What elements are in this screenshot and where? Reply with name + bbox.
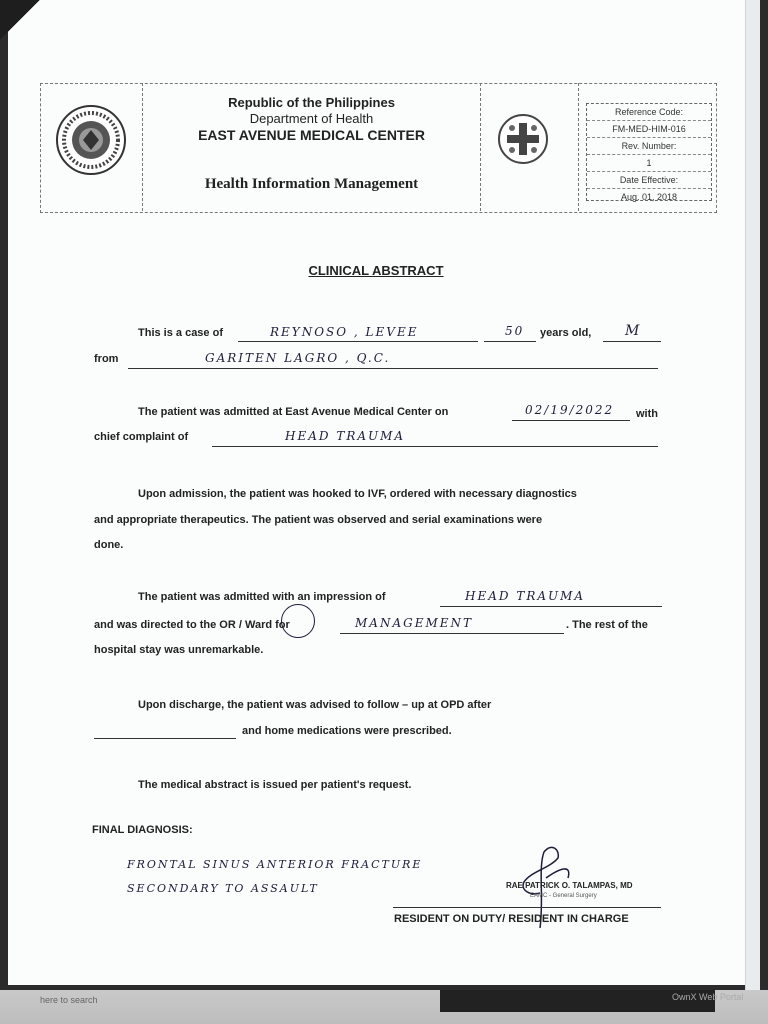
followup-field [94,724,236,739]
discharge-line2: and home medications were prescribed. [242,725,452,737]
signatory-affiliation: EAMC - General Surgery [530,893,597,899]
ref-value: FM-MED-HIM-016 [587,121,711,138]
admit-text: The patient was admitted at East Avenue Medical Center on [138,406,449,418]
para2-line1: Upon admission, the patient was hooked to IVF, ordered with necessary diagnostics [138,488,577,500]
stay-text: hospital stay was unremarkable. [94,644,264,656]
department-name: Health Information Management [204,176,419,192]
patient-age: 50 [505,324,525,338]
organization-block [143,95,480,144]
impression-label: The patient was admitted with an impression of [138,591,386,603]
date-label: Date Effective: [587,172,711,189]
date-value: Aug. 01, 2018 [620,192,678,202]
complaint-field [212,432,658,447]
taskbar-search-box[interactable]: here to search [40,995,98,1005]
final-diagnosis-label: FINAL DIAGNOSIS: [92,824,193,836]
eamc-logo [497,113,549,165]
with-label: with [636,408,658,420]
discharge-line1: Upon discharge, the patient was advised to follow – up at OPD after [138,699,492,711]
org-line-hospital: EAST AVENUE MEDICAL CENTER [198,127,425,143]
doh-seal-logo [55,104,127,176]
corner-fold [0,0,40,40]
ward-circle-mark [281,604,315,638]
diagnosis-line2: SECONDARY TO ASSAULT [127,882,319,895]
rest-text: . The rest of the [566,619,648,631]
page-edge [745,0,760,1000]
years-old-label: years old, [540,327,592,339]
chief-complaint: HEAD TRAUMA [285,429,406,443]
from-label: from [94,353,119,365]
diagnosis-line1: FRONTAL SINUS ANTERIOR FRACTURE [127,858,423,871]
ref-label: Reference Code: [587,104,711,121]
complaint-label: chief complaint of [94,431,189,443]
org-line-republic: Republic of the Philippines [228,95,395,110]
impression: HEAD TRAUMA [465,589,586,603]
reference-code-box [586,103,712,201]
para2-line2: and appropriate therapeutics. The patient was observed and serial examinations were [94,514,543,526]
signatory-name: RAE PATRICK O. TALAMPAS, MD [506,881,633,890]
taskbar-portal-label[interactable]: OwnX Web Portal [672,992,744,1002]
patient-address: GARITEN LAGRO , Q.C. [205,351,391,365]
signatory-role: RESIDENT ON DUTY/ RESIDENT IN CHARGE [394,913,629,925]
patient-sex: M [625,323,642,339]
issued-text: The medical abstract is issued per patient's request. [138,779,412,791]
signature-line [393,907,661,908]
case-prefix: This is a case of [138,327,223,339]
management: MANAGEMENT [355,616,474,630]
directed-label: and was directed to the OR / Ward for [94,619,290,631]
rev-label: Rev. Number: [587,138,711,155]
patient-name: REYNOSO , LEVEE [270,325,419,339]
document-title: CLINICAL ABSTRACT [308,263,444,278]
org-line-department: Department of Health [249,111,374,126]
rev-value: 1 [587,155,711,172]
para2-line3: done. [94,539,124,551]
admit-date: 02/19/2022 [525,403,615,417]
